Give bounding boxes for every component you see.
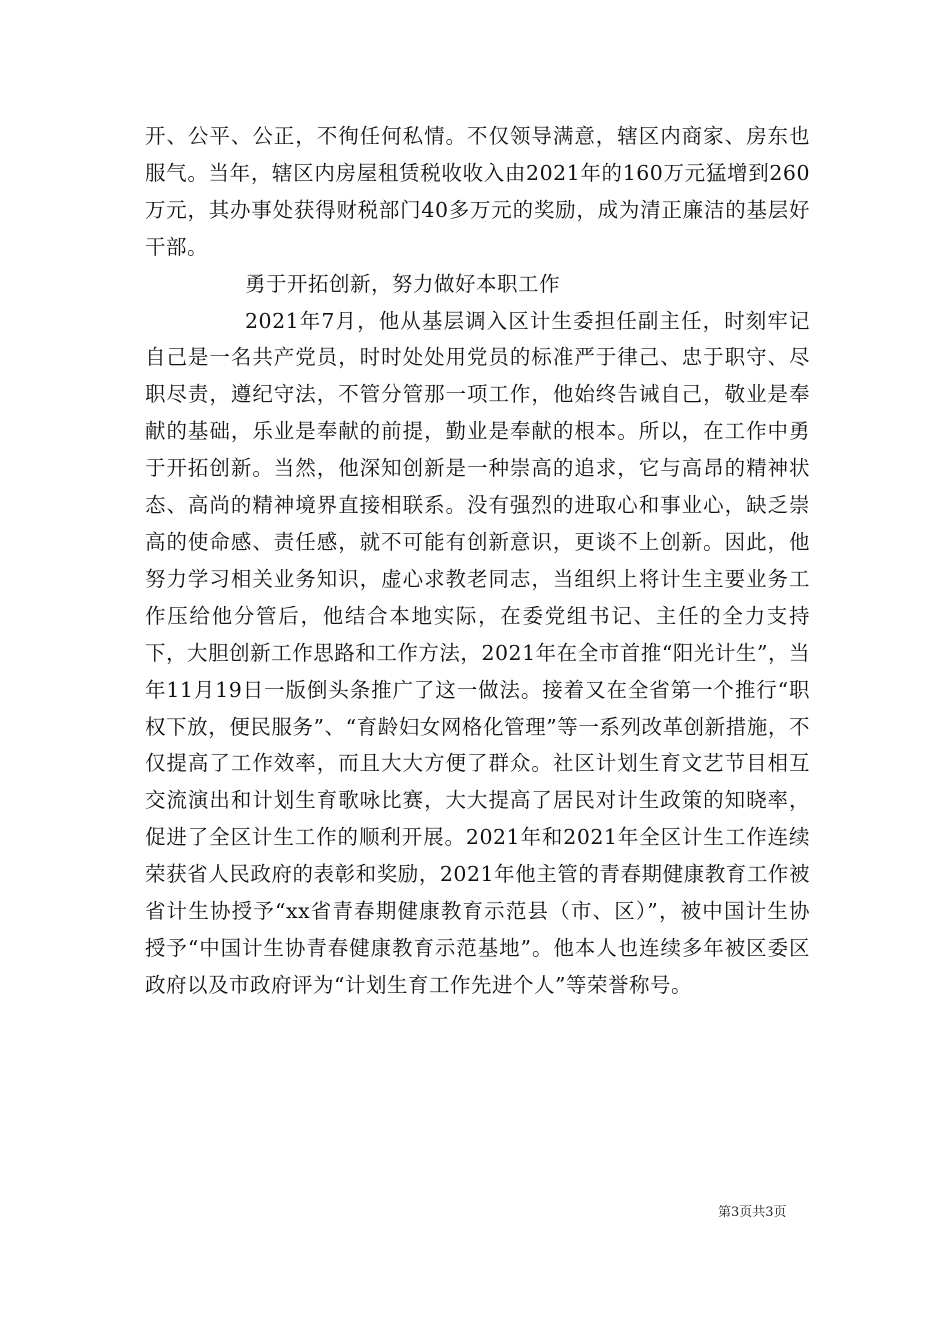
- paragraph-continued: 开、公平、公正，不徇任何私情。不仅领导满意，辖区内商家、房东也服气。当年，辖区内房屋租赁税收收入由2021年的160万元猛增到260万元，其办事处获得财税部门40多万元的奖励，成为清正廉洁的基层好干部。: [145, 124, 810, 259]
- paragraph-main: 2021年7月，他从基层调入区计生委担任副主任，时刻牢记自己是一名共产党员，时时处处用党员的标准严于律己、忠于职守、尽职尽责，遵纪守法，不管分管那一项工作，他始终告诫自己，敬业是奉献的基础，乐业是奉献的前提，勤业是奉献的根本。所以，在工作中勇于开拓创新。当然，他深知创新是一种崇高的追求，它与高昂的精神状态、高尚的精神境界直接相联系。没有强烈的进取心和事业心，缺乏崇高的使命感、责任感，就不可能有创新意识，更谈不上创新。因此，他努力学习相关业务知识，虚心求教老同志，当组织上将计生主要业务工作压给他分管后，他结合本地实际，在委党组书记、主任的全力支持下，大胆创新工作思路和工作方法，2021年在全市首推“阳光计生”，当年11月19日一版倒头条推广了这一做法。接着又在全省第一个推行“职权下放，便民服务”、“育龄妇女网格化管理”等一系列改革创新措施，不仅提高了工作效率，而且大大方便了群众。社区计划生育文艺节目相互交流演出和计划生育歌咏比赛，大大提高了居民对计生政策的知晓率，促进了全区计生工作的顺利开展。2021年和2021年全区计生工作连续荣获省人民政府的表彰和奖励，2021年他主管的青春期健康教育工作被省计生协授予“xx省青春期健康教育示范县（市、区）”，被中国计生协授予“中国计生协青春健康教育示范基地”。他本人也连续多年被区委区政府以及市政府评为“计划生育工作先进个人”等荣誉称号。: [145, 308, 810, 997]
- section-heading: 勇于开拓创新，努力做好本职工作: [245, 271, 560, 296]
- document-body: [145, 118, 810, 1004]
- page-number: 第3页共3页: [718, 1205, 787, 1220]
